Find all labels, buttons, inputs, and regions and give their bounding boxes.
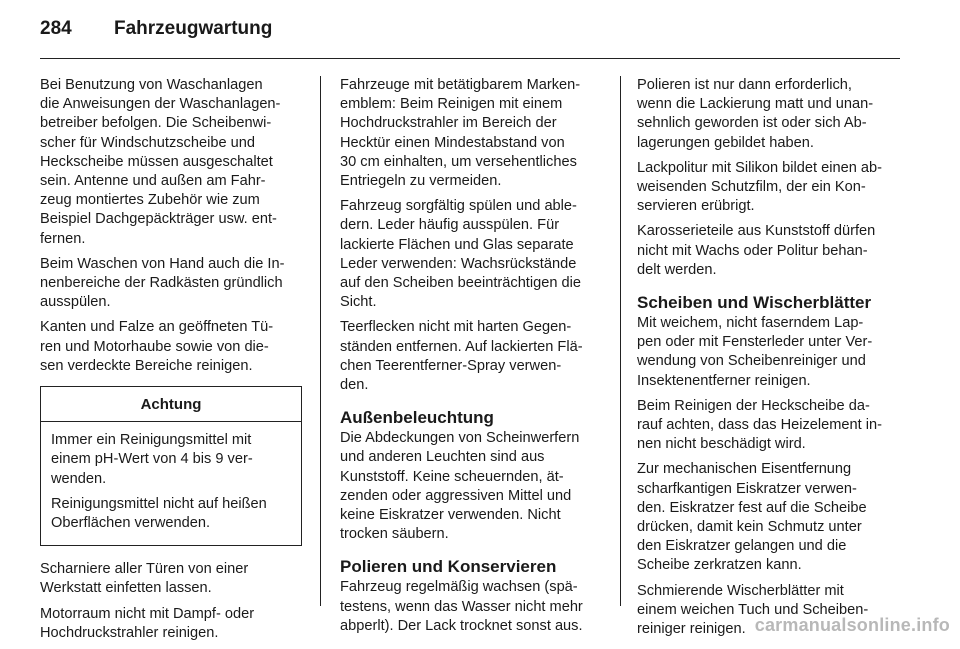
paragraph: Polieren ist nur dann erforderlich, wenn die Lackierung matt und unan- sehnlich geworden ist oder sich Ab- lagerungen gebildet haben. [637, 77, 874, 151]
caution-body [41, 422, 301, 545]
page-header [40, 18, 900, 50]
paragraph: Fahrzeug sorgfältig spülen und able- dern. Leder häufig ausspülen. Für lackierte Flächen und Glas separate Leder verwenden: Wachsrückstände auf den Scheiben beeinträchtigen die Sicht. [340, 198, 581, 311]
header-rule [40, 58, 900, 59]
paragraph: Schmierende Wischerblätter mit einem weichen Tuch und Scheiben- reiniger reinigen. [637, 582, 869, 638]
section-heading-windows-wipers: Scheiben und Wischerblätter [637, 293, 872, 313]
column-separator [320, 76, 321, 606]
paragraph: Mit weichem, nicht faserndem Lap- pen oder mit Fensterleder unter Ver- wendung von Scheibenreiniger und Insektenentferner reinigen. [637, 315, 873, 389]
paragraph: Fahrzeuge mit betätigbarem Marken- emblem: Beim Reinigen mit einem Hochdruckstrahler im Bereich der Hecktür einen Mindestabstand von 30 cm einhalten, um versehentliches Entriegeln zu vermeiden. [340, 77, 581, 190]
column-2 [340, 76, 605, 642]
column-separator [620, 76, 621, 606]
paragraph: Zur mechanischen Eisentfernung scharfkantigen Eiskratzer verwen- den. Eiskratzer fest auf die Scheibe drücken, damit kein Schmutz unter den Eiskratzer gelangen und die Scheibe zerkratzen kann. [637, 461, 867, 574]
paragraph: Teerflecken nicht mit harten Gegen- ständen entfernen. Auf lackierten Flä- chen Teerentferner-Spray verwen- den. [340, 319, 583, 394]
paragraph: Scharniere aller Türen von einer Werkstatt einfetten lassen. [40, 561, 249, 597]
watermark: carmanualsonline.info [754, 615, 950, 635]
section-heading-exterior-lighting: Außenbeleuchtung [340, 408, 494, 428]
paragraph: Kanten und Falze an geöffneten Tü- ren und Motorhaube sowie von die- sen verdeckte Bereiche reinigen. [40, 319, 274, 374]
paragraph: Die Abdeckungen von Scheinwerfern und anderen Leuchten sind aus Kunststoff. Keine scheuernden, ät- zenden oder aggressiven Mittel und keine Eiskratzer verwenden. Nicht trocken säubern. [340, 430, 580, 543]
paragraph: Lackpolitur mit Silikon bildet einen ab- weisenden Schutzfilm, der ein Kon- servieren erübrigt. [637, 159, 882, 215]
caution-paragraph: Reinigungsmittel nicht auf heißen Oberflächen verwenden. [51, 495, 267, 532]
paragraph: Beim Waschen von Hand auch die In- nenbereiche der Radkästen gründlich ausspülen. [40, 255, 285, 311]
paragraph: Fahrzeug regelmäßig wachsen (spä- testens, wenn das Wasser nicht mehr abperlt). Der Lack trocknet sonst aus. [340, 579, 583, 634]
paragraph: Karosserieteile aus Kunststoff dürfen nicht mit Wachs oder Politur behan- delt werden. [637, 223, 876, 278]
column-3 [637, 76, 903, 645]
paragraph: Beim Reinigen der Heckscheibe da- rauf achten, dass das Heizelement in- nen nicht beschädigt wird. [637, 397, 882, 453]
column-1 [40, 76, 302, 649]
paragraph: Motorraum nicht mit Dampf- oder Hochdruckstrahler reinigen. [40, 605, 255, 641]
page-number: 284 [40, 18, 72, 39]
caution-title: Achtung [41, 387, 301, 422]
caution-box [40, 386, 302, 546]
page-title: Fahrzeugwartung [114, 18, 273, 39]
caution-paragraph: Immer ein Reinigungsmittel mit einem pH-Wert von 4 bis 9 ver- wenden. [51, 432, 253, 487]
paragraph: Bei Benutzung von Waschanlagen die Anweisungen der Waschanlagen- betreiber befolgen. Die Scheibenwi- scher für Windschutzscheibe und Heckscheibe müssen ausgeschaltet sein. Antenne und außen am Fahr- zeug montiertes Zubehör wie zum Beispiel Dachgepäckträger usw. ent- fernen. [40, 77, 281, 247]
section-heading-polishing: Polieren und Konservieren [340, 557, 557, 577]
